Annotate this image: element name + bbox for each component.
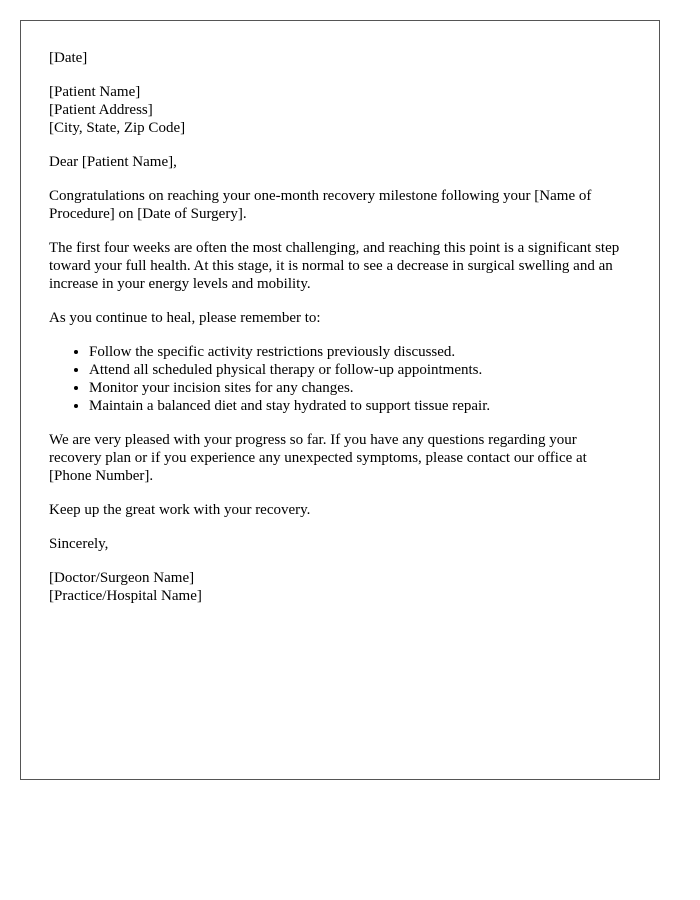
encouragement-paragraph: Keep up the great work with your recovery. <box>49 502 311 518</box>
recipient-address: [Patient Address] <box>49 102 153 118</box>
list-item: • Maintain a balanced diet and stay hydrated to support tissue repair. <box>89 397 631 415</box>
closing: Sincerely, <box>49 536 109 552</box>
reminders-list <box>49 343 631 415</box>
list-item: • Attend all scheduled physical therapy or follow-up appointments. <box>89 361 631 379</box>
signature-block <box>49 569 631 605</box>
letter-page <box>20 20 660 780</box>
letter-date: [Date] <box>49 50 88 66</box>
salutation: Dear [Patient Name], <box>49 154 177 170</box>
recipient-address-block <box>49 83 631 137</box>
contact-paragraph: We are very pleased with your progress so far. If you have any questions regarding your recovery plan or if you experience any unexpected symptoms, please contact our office at [Phone Number]. <box>49 432 587 484</box>
recipient-city-state-zip: [City, State, Zip Code] <box>49 120 186 136</box>
reminder-lead-paragraph: As you continue to heal, please remember to: <box>49 310 321 326</box>
signature-practice-name: [Practice/Hospital Name] <box>49 588 202 604</box>
list-item: • Follow the specific activity restrictions previously discussed. <box>89 343 631 361</box>
intro-paragraph: Congratulations on reaching your one-month recovery milestone following your [Name of Procedure] on [Date of Surgery]. <box>49 188 592 222</box>
recipient-name: [Patient Name] <box>49 84 141 100</box>
list-item: • Monitor your incision sites for any changes. <box>89 379 631 397</box>
progress-paragraph: The first four weeks are often the most challenging, and reaching this point is a significant step toward your full health. At this stage, it is normal to see a decrease in surgical swelling and an increase in your energy levels and mobility. <box>49 240 620 292</box>
signature-doctor-name: [Doctor/Surgeon Name] <box>49 570 195 586</box>
